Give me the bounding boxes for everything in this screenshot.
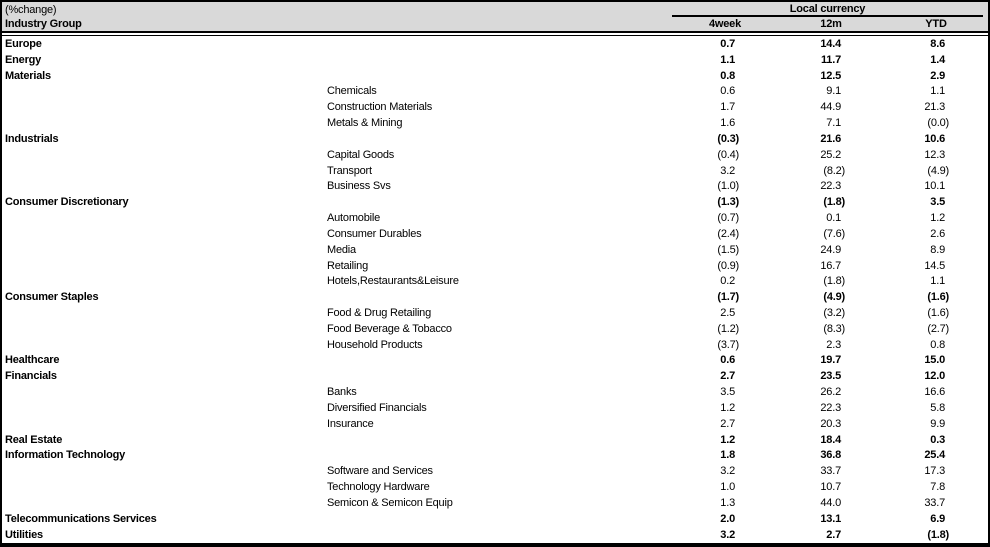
cell-12m: 7.1 — [826, 117, 841, 130]
cell-4week: 1.7 — [720, 101, 735, 114]
table-row — [2, 83, 988, 99]
cell-ytd: 15.0 — [924, 354, 945, 367]
cell-ytd: 1.2 — [930, 212, 945, 225]
cell-4week: (1.5) — [717, 243, 739, 256]
cell-12m: 22.3 — [820, 180, 841, 193]
cell-4week: 2.7 — [720, 370, 735, 383]
cell-12m: (8.2) — [823, 164, 845, 177]
percent-change-label: (%change) — [5, 3, 57, 16]
row-label: Food & Drug Retailing — [327, 306, 432, 319]
table-row — [2, 178, 988, 194]
row-label: Retailing — [327, 259, 369, 272]
cell-4week: 3.2 — [720, 164, 735, 177]
row-label: Healthcare — [5, 354, 60, 367]
cell-4week: 3.5 — [720, 386, 735, 399]
cell-ytd: 5.8 — [930, 401, 945, 414]
cell-4week: 1.3 — [720, 496, 735, 509]
cell-4week: 3.2 — [720, 465, 735, 478]
cell-ytd: 8.9 — [930, 243, 945, 256]
row-label: Media — [327, 243, 356, 256]
cell-4week: 2.0 — [720, 512, 735, 525]
row-label: Diversified Financials — [327, 401, 427, 414]
cell-12m: 2.3 — [826, 338, 841, 351]
table-row — [2, 99, 988, 115]
cell-4week: (0.4) — [717, 148, 739, 161]
row-label: Transport — [327, 164, 372, 177]
row-label: Europe — [5, 37, 42, 50]
row-label: Food Beverage & Tobacco — [327, 322, 452, 335]
table-row — [2, 289, 988, 305]
cell-ytd: 25.4 — [924, 449, 945, 462]
cell-4week: 2.7 — [720, 417, 735, 430]
cell-ytd: 12.0 — [924, 370, 945, 383]
cell-12m: 26.2 — [820, 386, 841, 399]
cell-12m: 2.7 — [826, 528, 841, 541]
row-label: Automobile — [327, 212, 381, 225]
local-currency-group-header: Local currency — [672, 2, 983, 17]
cell-4week: 0.6 — [720, 85, 735, 98]
row-label: Telecommunications Services — [5, 512, 157, 525]
cell-12m: (3.2) — [823, 306, 845, 319]
table-row — [2, 368, 988, 384]
cell-4week: 0.2 — [720, 275, 735, 288]
cell-12m: 0.1 — [826, 212, 841, 225]
cell-12m: 20.3 — [820, 417, 841, 430]
cell-ytd: 21.3 — [924, 101, 945, 114]
cell-ytd: 17.3 — [924, 465, 945, 478]
cell-12m: 13.1 — [820, 512, 841, 525]
cell-12m: 14.4 — [820, 37, 841, 50]
table-row — [2, 479, 988, 495]
cell-ytd: 1.1 — [930, 275, 945, 288]
cell-ytd: 0.8 — [930, 338, 945, 351]
table-row — [2, 448, 988, 464]
cell-ytd: (1.6) — [927, 291, 949, 304]
table-row — [2, 511, 988, 527]
table-row — [2, 432, 988, 448]
table-row — [2, 52, 988, 68]
table-row — [2, 115, 988, 131]
table-header — [2, 2, 988, 31]
row-label: Information Technology — [5, 449, 126, 462]
cell-ytd: 14.5 — [924, 259, 945, 272]
cell-12m: (1.8) — [823, 275, 845, 288]
cell-4week: 1.6 — [720, 117, 735, 130]
cell-ytd: 1.1 — [930, 85, 945, 98]
cell-4week: (1.2) — [717, 322, 739, 335]
cell-ytd: (4.9) — [927, 164, 949, 177]
cell-12m: 12.5 — [820, 69, 841, 82]
cell-12m: 9.1 — [826, 85, 841, 98]
cell-4week: 0.7 — [720, 37, 735, 50]
table-row — [2, 131, 988, 147]
table-row — [2, 273, 988, 289]
cell-ytd: 0.3 — [930, 433, 945, 446]
column-header-12m: 12m — [820, 18, 842, 30]
table-row — [2, 163, 988, 179]
row-label: Banks — [327, 386, 357, 399]
table-row — [2, 527, 988, 543]
row-label: Metals & Mining — [327, 117, 403, 130]
cell-4week: (1.7) — [717, 291, 739, 304]
cell-ytd: (0.0) — [927, 117, 949, 130]
cell-12m: (1.8) — [823, 196, 845, 209]
table-row — [2, 242, 988, 258]
cell-ytd: 1.4 — [930, 53, 945, 66]
cell-4week: 0.8 — [720, 69, 735, 82]
row-label: Consumer Staples — [5, 291, 99, 304]
cell-12m: 22.3 — [820, 401, 841, 414]
row-label: Insurance — [327, 417, 374, 430]
row-label: Software and Services — [327, 465, 433, 478]
cell-ytd: 8.6 — [930, 37, 945, 50]
cell-12m: 24.9 — [820, 243, 841, 256]
cell-ytd: 10.1 — [924, 180, 945, 193]
table-row — [2, 353, 988, 369]
cell-12m: 19.7 — [820, 354, 841, 367]
table-row — [2, 226, 988, 242]
table-row — [2, 147, 988, 163]
cell-ytd: 2.6 — [930, 227, 945, 240]
row-label: Hotels,Restaurants&Leisure — [327, 275, 459, 288]
table-body — [2, 36, 988, 543]
cell-12m: (7.6) — [823, 227, 845, 240]
table-row — [2, 210, 988, 226]
cell-ytd: (2.7) — [927, 322, 949, 335]
cell-4week: 3.2 — [720, 528, 735, 541]
cell-ytd: 6.9 — [930, 512, 945, 525]
cell-12m: 25.2 — [820, 148, 841, 161]
cell-4week: (2.4) — [717, 227, 739, 240]
cell-4week: 1.0 — [720, 481, 735, 494]
cell-4week: (1.0) — [717, 180, 739, 193]
cell-4week: 2.5 — [720, 306, 735, 319]
row-label: Real Estate — [5, 433, 63, 446]
row-label: Business Svs — [327, 180, 391, 193]
industry-group-column-header: Industry Group — [5, 18, 82, 30]
table-row — [2, 416, 988, 432]
table-row — [2, 194, 988, 210]
cell-12m: 18.4 — [820, 433, 841, 446]
table-row — [2, 463, 988, 479]
table-row — [2, 68, 988, 84]
cell-ytd: (1.6) — [927, 306, 949, 319]
cell-4week: (1.3) — [717, 196, 739, 209]
table-row — [2, 400, 988, 416]
cell-ytd: 12.3 — [924, 148, 945, 161]
row-label: Semicon & Semicon Equip — [327, 496, 453, 509]
row-label: Consumer Durables — [327, 227, 422, 240]
cell-12m: 10.7 — [820, 481, 841, 494]
cell-ytd: 10.6 — [924, 132, 945, 145]
table-row — [2, 321, 988, 337]
header-row-columns — [2, 17, 988, 31]
cell-ytd: 2.9 — [930, 69, 945, 82]
cell-4week: 1.2 — [720, 433, 735, 446]
cell-4week: (0.9) — [717, 259, 739, 272]
cell-12m: 11.7 — [820, 53, 841, 66]
row-label: Consumer Discretionary — [5, 196, 129, 209]
row-label: Capital Goods — [327, 148, 395, 161]
cell-ytd: 3.5 — [930, 196, 945, 209]
cell-12m: 23.5 — [820, 370, 841, 383]
cell-ytd: 16.6 — [924, 386, 945, 399]
row-label: Construction Materials — [327, 101, 433, 114]
header-row-top — [2, 2, 988, 17]
table-row — [2, 495, 988, 511]
cell-12m: 33.7 — [820, 465, 841, 478]
row-label: Utilities — [5, 528, 43, 541]
cell-ytd: 33.7 — [924, 496, 945, 509]
row-label: Materials — [5, 69, 51, 82]
column-header-ytd: YTD — [925, 18, 947, 30]
row-label: Energy — [5, 53, 42, 66]
cell-4week: (0.7) — [717, 212, 739, 225]
cell-ytd: 9.9 — [930, 417, 945, 430]
row-label: Industrials — [5, 132, 59, 145]
cell-12m: 44.9 — [820, 101, 841, 114]
row-label: Household Products — [327, 338, 423, 351]
cell-ytd: (1.8) — [927, 528, 949, 541]
cell-4week: 0.6 — [720, 354, 735, 367]
cell-4week: 1.8 — [720, 449, 735, 462]
table-row — [2, 305, 988, 321]
cell-4week: 1.2 — [720, 401, 735, 414]
cell-12m: 16.7 — [820, 259, 841, 272]
table-row — [2, 337, 988, 353]
cell-4week: (3.7) — [717, 338, 739, 351]
table-row — [2, 384, 988, 400]
column-header-4week: 4week — [708, 18, 742, 30]
row-label: Technology Hardware — [327, 481, 430, 494]
row-label: Financials — [5, 370, 57, 383]
row-label: Chemicals — [327, 85, 377, 98]
cell-12m: 44.0 — [820, 496, 841, 509]
cell-12m: (8.3) — [823, 322, 845, 335]
table-row — [2, 36, 988, 52]
cell-ytd: 7.8 — [930, 481, 945, 494]
cell-12m: 21.6 — [820, 132, 841, 145]
cell-4week: (0.3) — [717, 132, 739, 145]
cell-12m: (4.9) — [823, 291, 845, 304]
table-row — [2, 258, 988, 274]
cell-12m: 36.8 — [820, 449, 841, 462]
cell-4week: 1.1 — [720, 53, 735, 66]
